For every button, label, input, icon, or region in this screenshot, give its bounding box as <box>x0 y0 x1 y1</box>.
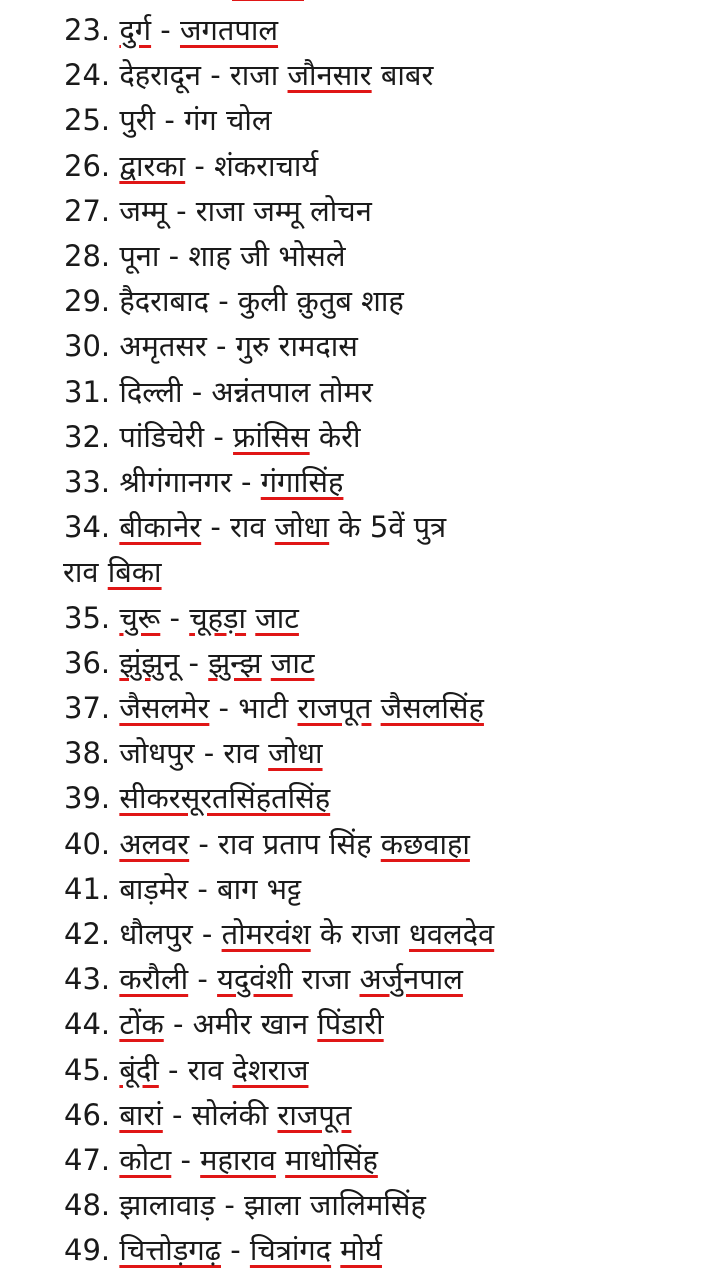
list-item <box>64 912 494 957</box>
spellcheck-flagged-word: टोंक <box>119 1007 164 1042</box>
spellcheck-flagged-word: चुरू <box>119 600 161 635</box>
text-segment: 31. दिल्ली - अन्नंतपाल तोमर <box>64 374 373 409</box>
text-segment: 38. जोधपुर - राव <box>64 736 269 771</box>
text-segment: - <box>160 600 190 635</box>
spellcheck-flagged-word: जोधा <box>268 736 323 771</box>
spellcheck-flagged-word: बिका <box>107 555 162 590</box>
text-segment <box>262 646 271 680</box>
spellcheck-flagged-word: जोधा <box>274 510 330 545</box>
text-segment: के 5वें पुत्र <box>329 510 447 545</box>
list-item <box>64 460 343 505</box>
spellcheck-flagged-word: माधोसिंह <box>285 1143 378 1177</box>
spellcheck-flagged-word: जगतपाल <box>179 13 279 47</box>
list-item <box>64 957 463 1002</box>
text-segment: 37. <box>64 691 120 725</box>
spellcheck-flagged-word: झुंझुनू <box>119 645 180 680</box>
text-segment: - <box>151 13 180 47</box>
spellcheck-flagged-word: कोटा <box>119 1143 172 1177</box>
spellcheck-flagged-word: फ्रांसिस <box>233 419 310 454</box>
text-segment: 28. पूना - शाह जी भोसले <box>64 239 346 273</box>
text-segment: - राव <box>201 510 275 545</box>
spellcheck-flagged-word: देशराज <box>232 1052 309 1087</box>
text-segment: 25. पुरी - गंग चोल <box>64 103 272 138</box>
text-segment: 40. <box>64 826 120 861</box>
text-segment: 42. धौलपुर - <box>64 917 222 951</box>
list-item <box>64 686 484 731</box>
spellcheck-flagged-word: तोमरवंश <box>221 917 311 951</box>
text-segment: 43. <box>64 962 120 997</box>
list-item <box>64 596 299 641</box>
text-segment: 29. हैदराबाद - कुली क़ुतुब शाह <box>64 284 404 319</box>
text-segment: - <box>188 962 218 997</box>
text-segment: 39. <box>64 781 120 816</box>
spellcheck-flagged-word: पिंडारी <box>317 1007 384 1042</box>
list-item <box>64 53 433 98</box>
text-segment: राजा <box>292 962 360 997</box>
list-item <box>64 8 278 53</box>
list-item <box>64 415 361 460</box>
list-item <box>64 144 318 189</box>
text-segment: 32. पांडिचेरी - <box>64 419 234 454</box>
list-item <box>64 1048 308 1093</box>
spellcheck-flagged-word: दुर्ग <box>119 13 152 47</box>
text-segment: - शंकराचार्य <box>185 148 319 183</box>
text-segment: 23. <box>64 13 120 47</box>
text-segment: 27. जम्मू - राजा जम्मू लोचन <box>64 193 372 228</box>
list-item <box>64 822 470 867</box>
spellcheck-flagged-word: चित्रांगद <box>249 1233 332 1268</box>
list-item <box>64 641 314 686</box>
text-segment: 34. <box>64 510 120 545</box>
text-segment: 36. <box>64 645 120 680</box>
text-segment: - राव <box>158 1052 233 1087</box>
spellcheck-flagged-word: यदुवंशी <box>217 962 293 997</box>
list-item <box>64 370 373 415</box>
text-segment: 26. <box>64 148 120 183</box>
list-item <box>64 234 346 279</box>
spellcheck-flagged-word: धवलदेव <box>409 917 495 951</box>
text-segment: केरी <box>309 419 361 454</box>
text-segment: 47. <box>64 1143 120 1177</box>
list-item <box>64 1183 426 1228</box>
text-segment: 35. <box>64 600 120 635</box>
text-segment: - अमीर खान <box>163 1007 318 1042</box>
list-item <box>64 505 446 550</box>
text-segment: 46. <box>64 1097 120 1132</box>
text-segment: 41. बाड़मेर - बाग भट्ट <box>64 871 302 906</box>
spellcheck-flagged-word: गंगासिंह <box>260 465 344 499</box>
spellcheck-flagged-word: अर्जुनपाल <box>359 962 463 997</box>
text-segment: 45. <box>64 1052 120 1087</box>
text-segment: के राजा <box>310 917 410 951</box>
text-segment: - <box>171 1143 201 1177</box>
spellcheck-flagged-word: सीकरसूरतसिंहतसिंह <box>119 781 331 816</box>
spellcheck-flagged-word: चूहड़ा <box>189 600 247 635</box>
text-segment: - राव प्रताप सिंह <box>189 826 381 861</box>
text-segment: 33. श्रीगंगानगर - <box>64 465 261 499</box>
list-item-continuation <box>63 550 162 595</box>
list-item <box>64 1138 378 1183</box>
text-segment: 30. अमृतसर - गुरु रामदास <box>64 329 358 364</box>
spellcheck-flagged-word: महाराव <box>200 1143 276 1177</box>
text-segment <box>276 1143 285 1177</box>
list-item <box>64 98 272 143</box>
text-segment: - सोलंकी <box>162 1097 278 1132</box>
spellcheck-flagged-word: करौली <box>119 962 189 997</box>
spellcheck-flagged-word: जैसलसिंह <box>380 691 484 725</box>
list-item <box>64 776 330 821</box>
list-item <box>64 867 301 912</box>
spellcheck-flagged-word: जाट <box>255 600 299 635</box>
spellcheck-flagged-word: राजपूत <box>277 1097 352 1132</box>
text-segment: 49. <box>64 1233 120 1268</box>
text-segment: बाबर <box>371 58 434 93</box>
spellcheck-flagged-word: कछवाहा <box>380 826 470 861</box>
spellcheck-flagged-word: राजपूत <box>297 691 372 725</box>
text-segment: 48. झालावाड़ - झाला जालिमसिंह <box>64 1188 426 1223</box>
spellcheck-flagged-word: जौनसार <box>287 58 372 93</box>
cut-off-underline <box>232 0 304 1</box>
text-segment: 24. देहरादून - राजा <box>64 58 288 93</box>
text-segment: 44. <box>64 1007 120 1042</box>
list-item <box>64 1093 351 1138</box>
spellcheck-flagged-word: जैसलमेर <box>119 691 210 725</box>
text-segment <box>371 691 380 725</box>
text-segment: राव <box>63 555 108 590</box>
list-item <box>64 279 404 324</box>
spellcheck-flagged-word: मोर्य <box>340 1233 382 1268</box>
list-item <box>64 1228 382 1273</box>
list-item <box>64 1002 384 1047</box>
list-item <box>64 731 323 776</box>
list-item <box>64 324 358 369</box>
text-segment: - <box>221 1233 250 1268</box>
list-item <box>64 189 372 234</box>
spellcheck-flagged-word: बीकानेर <box>119 510 202 545</box>
spellcheck-flagged-word: बारां <box>119 1097 163 1132</box>
spellcheck-flagged-word: अलवर <box>119 826 190 861</box>
spellcheck-flagged-word: द्वारका <box>119 148 186 183</box>
text-segment <box>246 601 255 635</box>
text-segment <box>331 1233 340 1267</box>
text-segment: - <box>179 645 209 680</box>
spellcheck-flagged-word: बूंदी <box>119 1052 159 1087</box>
spellcheck-flagged-word: जाट <box>270 645 315 680</box>
text-segment: - भाटी <box>209 691 298 725</box>
spellcheck-flagged-word: चित्तोड़गढ़ <box>119 1233 221 1268</box>
spellcheck-flagged-word: झुन्झ <box>208 645 262 680</box>
